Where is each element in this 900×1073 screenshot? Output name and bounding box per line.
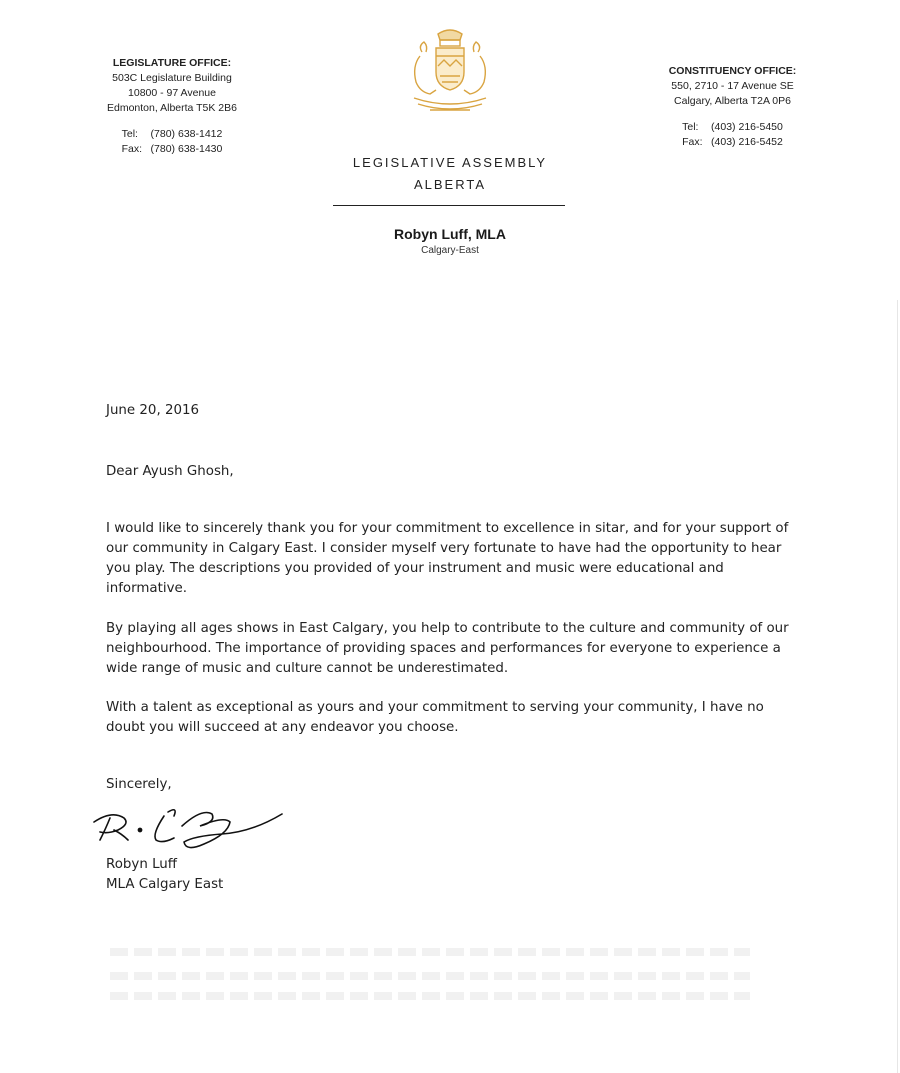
constituency-tel-label: Tel: <box>682 121 699 133</box>
constituency-tel: (403) 216-5450 <box>711 121 783 133</box>
constituency-office-heading: CONSTITUENCY OFFICE: <box>668 65 797 77</box>
alberta-crest-icon <box>400 26 500 118</box>
legislature-office-block <box>92 56 252 157</box>
constituency-office-line1: 550, 2710 - 17 Avenue SE <box>671 80 794 92</box>
assembly-line2: ALBERTA <box>413 177 487 192</box>
legislature-tel: (780) 638-1412 <box>150 128 223 140</box>
legislature-office-line2: 10800 - 97 Avenue <box>128 87 216 99</box>
mla-riding: Calgary-East <box>421 245 479 256</box>
constituency-fax: (403) 216-5452 <box>711 136 783 148</box>
letter-date: June 20, 2016 <box>106 403 200 418</box>
letter-paragraph-2: By playing all ages shows in East Calgary, you help to contribute to the culture and community of our neighbourhood. The importance of providing spaces and performances for everyone to experience a wide range of music and culture cannot be underestimated. <box>106 621 789 676</box>
legislature-office-heading: LEGISLATURE OFFICE: <box>112 57 232 69</box>
legislature-office-line1: 503C Legislature Building <box>112 72 232 84</box>
faint-bleed-line <box>110 948 750 956</box>
signer-title: MLA Calgary East <box>106 877 224 892</box>
letter-paragraph-1: I would like to sincerely thank you for your commitment to excellence in sitar, and for your support of our community in Calgary East. I consider myself very fortunate to have had the opportunity to hear you play. The descriptions you provided of your instrument and music were educational and informative. <box>106 521 789 596</box>
assembly-name <box>300 152 600 196</box>
constituency-office-block <box>650 64 815 150</box>
letter-salutation: Dear Ayush Ghosh, <box>106 464 234 479</box>
header-divider <box>333 205 565 206</box>
faint-bleed-line <box>110 972 750 980</box>
legislature-fax-label: Fax: <box>121 143 143 155</box>
constituency-fax-label: Fax: <box>682 136 703 148</box>
signer-name: Robyn Luff <box>106 857 177 872</box>
letter-closing: Sincerely, <box>106 777 172 792</box>
assembly-line1: LEGISLATIVE ASSEMBLY <box>352 155 548 170</box>
constituency-office-contact <box>682 120 783 150</box>
legislature-tel-label: Tel: <box>121 128 138 140</box>
faint-bleed-line <box>110 992 750 1000</box>
legislature-office-contact <box>122 127 223 157</box>
mla-name: Robyn Luff, MLA <box>394 226 506 242</box>
letter-paragraph-3: With a talent as exceptional as yours and your commitment to serving your community, I have no doubt you will succeed at any endeavor you choose. <box>106 700 764 735</box>
legislature-fax: (780) 638-1430 <box>150 143 223 155</box>
page-edge <box>897 300 898 1073</box>
legislature-office-line3: Edmonton, Alberta T5K 2B6 <box>107 102 237 114</box>
constituency-office-line2: Calgary, Alberta T2A 0P6 <box>674 95 791 107</box>
